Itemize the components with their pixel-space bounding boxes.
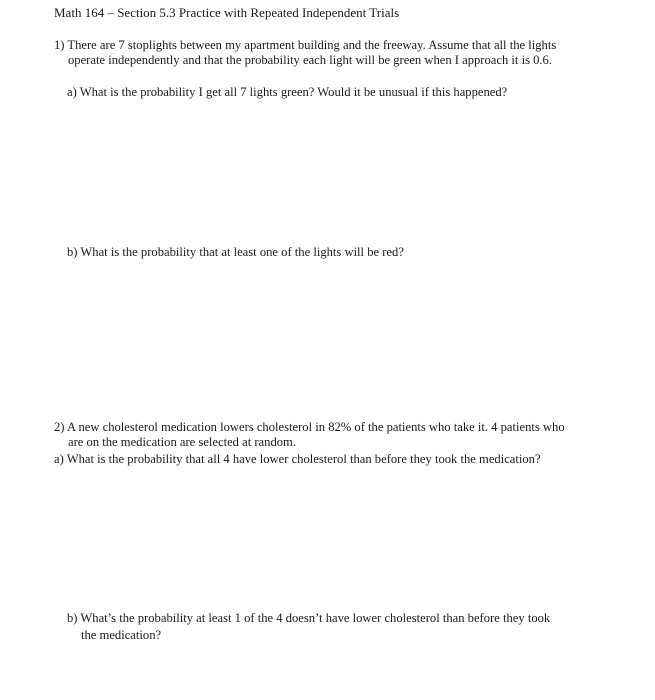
question-2-part-b-line-1: b) What’s the probability at least 1 of the 4 doesn’t have lower cholesterol than before they took <box>67 611 551 625</box>
question-1-stem-line-2: operate independently and that the probability each light will be green when I approach it is 0.6. <box>68 53 553 67</box>
question-1-part-b: b) What is the probability that at least one of the lights will be red? <box>67 245 404 259</box>
question-2-stem-line-2: are on the medication are selected at random. <box>68 435 296 449</box>
question-2-stem-line-1: 2) A new cholesterol medication lowers cholesterol in 82% of the patients who take it. 4 patients who <box>54 420 565 434</box>
page-title: Math 164 – Section 5.3 Practice with Repeated Independent Trials <box>54 5 400 20</box>
question-2-part-b-line-2: the medication? <box>81 628 162 642</box>
question-1-part-a: a) What is the probability I get all 7 lights green? Would it be unusual if this happened? <box>67 85 508 99</box>
question-2-part-a: a) What is the probability that all 4 have lower cholesterol than before they took the medication? <box>54 452 541 466</box>
question-1-stem-line-1: 1) There are 7 stoplights between my apartment building and the freeway. Assume that all the lights <box>54 38 557 52</box>
